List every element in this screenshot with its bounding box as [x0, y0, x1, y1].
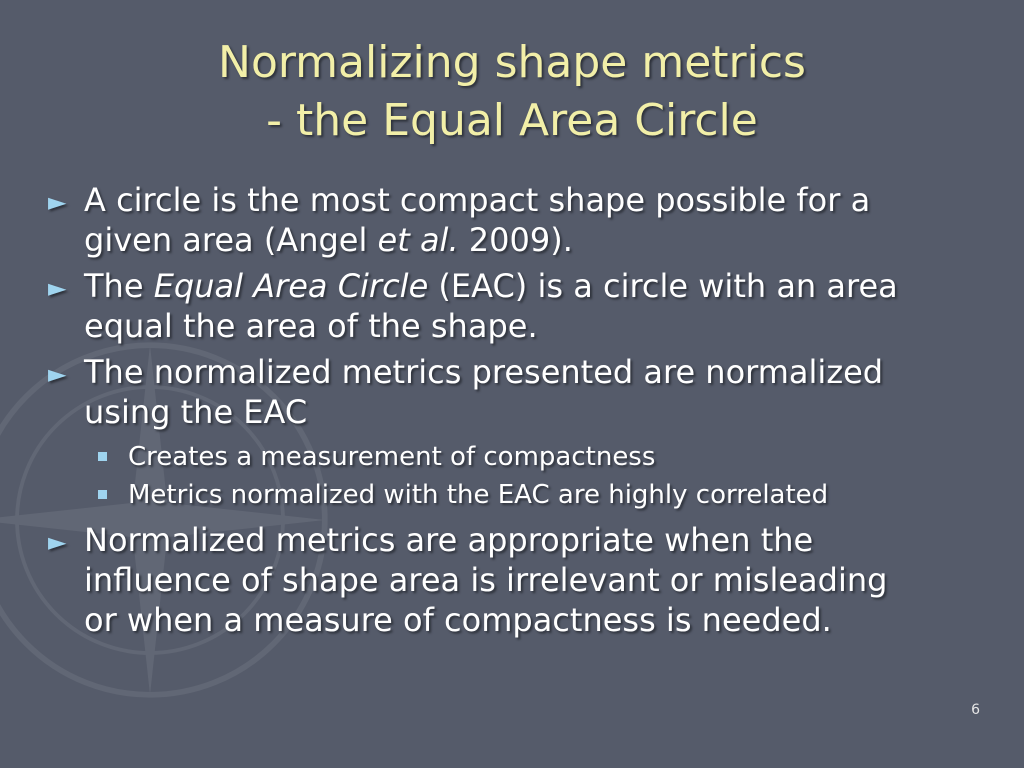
slide-title: [0, 34, 1024, 150]
bullet-1-text-b: 2009).: [458, 221, 573, 259]
square-bullet-icon: [98, 452, 107, 461]
bullet-4-line-1: Normalized metrics are appropriate when the: [84, 521, 814, 559]
page-number: 6: [971, 702, 980, 718]
bullet-1: [48, 180, 988, 260]
sub-bullet-2-text: Metrics normalized with the EAC are highly correlated: [128, 480, 829, 510]
triangle-bullet-icon: ►: [48, 274, 67, 302]
sub-bullet-1-text: Creates a measurement of compactness: [128, 442, 656, 472]
bullet-4-line-3: or when a measure of compactness is needed.: [84, 601, 832, 639]
slide-body: [48, 180, 988, 646]
title-line-2: - the Equal Area Circle: [266, 95, 758, 146]
bullet-1-italic: et al.: [377, 221, 459, 259]
sub-bullet-1: [48, 438, 988, 476]
bullet-3-line-2: using the EAC: [84, 393, 308, 431]
square-bullet-icon: [98, 490, 107, 499]
bullet-3: [48, 352, 988, 432]
bullet-2-text-a: The: [84, 267, 154, 305]
triangle-bullet-icon: ►: [48, 528, 67, 556]
bullet-2-italic: Equal Area Circle: [153, 267, 429, 305]
bullet-4: [48, 520, 988, 640]
bullet-2: [48, 266, 988, 346]
bullet-1-text-a: given area (Angel: [84, 221, 378, 259]
bullet-4-line-2: influence of shape area is irrelevant or misleading: [84, 561, 888, 599]
bullet-2-line-1: [84, 266, 988, 306]
title-line-1: Normalizing shape metrics: [218, 37, 806, 88]
bullet-2-text-b: (EAC) is a circle with an area: [428, 267, 898, 305]
triangle-bullet-icon: ►: [48, 188, 67, 216]
bullet-1-line-1: A circle is the most compact shape possible for a: [84, 181, 871, 219]
bullet-1-line-2: [84, 220, 988, 260]
bullet-3-line-1: The normalized metrics presented are normalized: [84, 353, 884, 391]
sub-bullet-2: [48, 476, 988, 514]
triangle-bullet-icon: ►: [48, 360, 67, 388]
bullet-2-line-2: equal the area of the shape.: [84, 307, 538, 345]
